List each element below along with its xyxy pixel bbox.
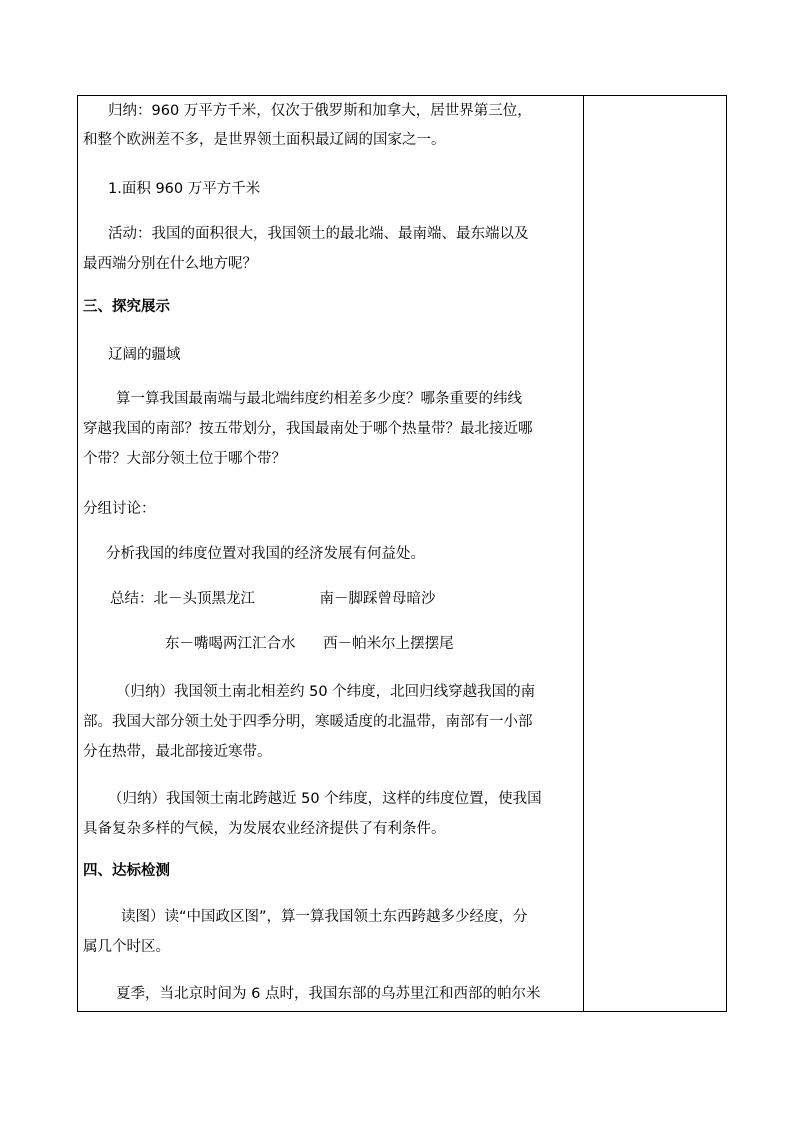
paragraph-calc-line2: 穿越我国的南部？按五带划分，我国最南处于哪个热量带？最北接近哪 [83, 421, 533, 437]
paragraph-group-discussion: 分组讨论： [83, 501, 156, 517]
paragraph-analysis: 分析我国的纬度位置对我国的经济发展有何益处。 [106, 546, 425, 562]
paragraph-conclusion2-line2: 具备复杂多样的气候，为发展农业经济提供了有利条件。 [83, 821, 446, 837]
table-column-divider [583, 95, 584, 1012]
paragraph-conclusion1-line1: （归纳）我国领土南北相差约 50 个纬度，北回归线穿越我国的南 [116, 684, 536, 700]
paragraph-conclusion1-line3: 分在热带，最北部接近寒带。 [83, 744, 272, 760]
paragraph-summary-north-south: 总结：北－头顶黑龙江 南－脚踩曾母暗沙 [110, 591, 436, 607]
section-heading-explore: 三、探究展示 [83, 299, 170, 315]
section-heading-assessment: 四、达标检测 [83, 863, 170, 879]
paragraph-calc-line1: 算一算我国最南端与最北端纬度约相差多少度？哪条重要的纬线 [116, 391, 522, 407]
paragraph-calc-line3: 个带？大部分领土位于哪个带？ [83, 451, 286, 467]
paragraph-summary-area-line2: 和整个欧洲差不多，是世界领土面积最辽阔的国家之一。 [83, 132, 446, 148]
paragraph-conclusion2-line1: （归纳）我国领土南北跨越近 50 个纬度，这样的纬度位置，使我国 [108, 791, 542, 807]
paragraph-summer-question: 夏季，当北京时间为 6 点时，我国东部的乌苏里江和西部的帕尔米 [116, 986, 541, 1002]
paragraph-read-map-line2: 属几个时区。 [83, 939, 170, 955]
paragraph-area-item: 1.面积 960 万平方千米 [108, 181, 261, 197]
paragraph-summary-east-west: 东－嘴喝两江汇合水 西－帕米尔上摆摆尾 [165, 636, 454, 652]
paragraph-activity-line1: 活动：我国的面积很大，我国领土的最北端、最南端、最东端以及 [108, 226, 529, 242]
paragraph-activity-line2: 最西端分别在什么地方呢？ [83, 256, 257, 272]
paragraph-read-map-line1: 读图）读“中国政区图”，算一算我国领土东西跨越多少经度，分 [121, 909, 528, 925]
paragraph-territory-title: 辽阔的疆域 [108, 347, 181, 363]
paragraph-summary-area-line1: 归纳：960 万平方千米，仅次于俄罗斯和加拿大，居世界第三位， [108, 103, 532, 119]
paragraph-conclusion1-line2: 部。我国大部分领土处于四季分明，寒暖适度的北温带，南部有一小部 [83, 714, 533, 730]
